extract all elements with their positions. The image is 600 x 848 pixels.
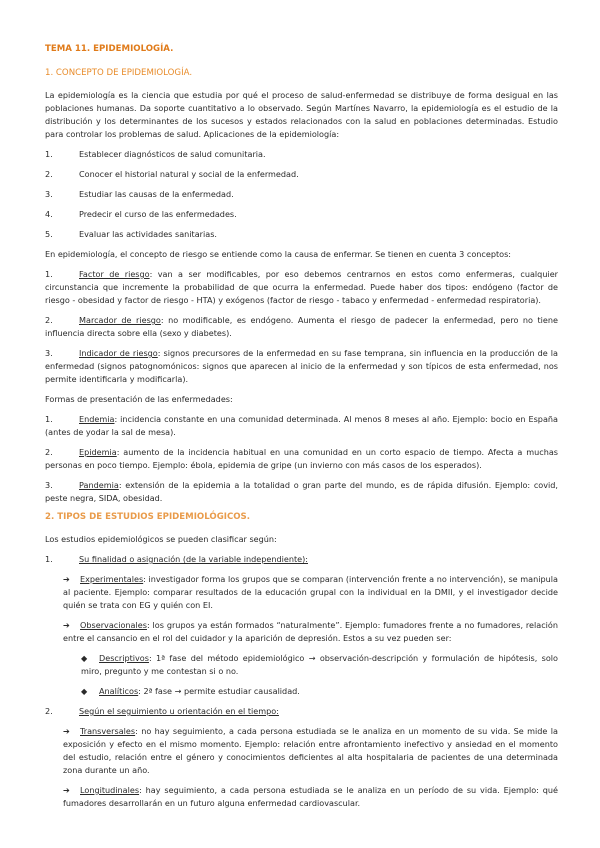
study-type-transversal: ➔ Transversales: no hay seguimiento, a cada persona estudiada se le analiza en un momento de su vida. Se mide la exposición y efecto en el mismo momento. Ejemplo: relación entre afrontamiento inefectivo y ansiedad en el momento del estudio, relación entre el género y conocimientos deficientes al alta hospitalaria de pacientes de una determinada zona durante un año. [63, 726, 558, 775]
risk-item: 1. Factor de riesgo: van a ser modificables, por eso debemos centrarnos en estos como enfermeras, cualquier circunstancia que incremente la probabilidad de que ocurra la enfermedad. Puede haber dos tipos: endógeno (factor de riesgo - obesidad y factor de riesgo - HTA) y exógenos (factor de riesgo - tabaco y enfermedad - enfermedad respiratoria). [45, 269, 558, 305]
diamond-bullet-icon: ◆ [81, 686, 88, 696]
application-item: 2. Conocer el historial natural y social de la enfermedad. [45, 169, 299, 179]
diamond-bullet-icon: ◆ [81, 653, 88, 663]
arrow-icon: ➔ [63, 785, 70, 795]
form-item: 1. Endemia: incidencia constante en una comunidad determinada. Al menos 8 meses al año. Ejemplo: bocio en España (antes de yodar la sal de mesa). [45, 414, 558, 437]
form-term: Pandemia [79, 480, 119, 490]
form-item: 3. Pandemia: extensión de la epidemia a la totalidad o gran parte del mundo, es de rápida difusión. Ejemplo: covid, peste negra, SIDA, obesidad. [45, 480, 558, 503]
application-item: 5. Evaluar las actividades sanitarias. [45, 229, 217, 239]
risk-term: Factor de riesgo [79, 269, 150, 279]
form-term: Epidemia [79, 447, 117, 457]
risk-item: 3. Indicador de riesgo: signos precursores de la enfermedad en su fase temprana, sin influencia en la producción de la enfermedad (signos patognomónicos: signos que aparecen al inicio de la enfermedad y son típicos de esta enfermedad, nos permite identificarla y modificarla). [45, 348, 558, 384]
risk-intro: En epidemiología, el concepto de riesgo se entiende como la causa de enfermar. Se tienen en cuenta 3 conceptos: [45, 249, 512, 259]
application-item: 1. Establecer diagnósticos de salud comunitaria. [45, 149, 266, 159]
application-item: 4. Predecir el curso de las enfermedades. [45, 209, 237, 219]
classification-1: 1. Su finalidad o asignación (de la variable independiente): [45, 554, 308, 564]
section-2-heading: 2. TIPOS DE ESTUDIOS EPIDEMIOLÓGICOS. [45, 512, 251, 522]
study-type-observational: ➔ Observacionales: los grupos ya están formados “naturalmente”. Ejemplo: fumadores frente a no fumadores, relación entre el cansancio en el rol del cuidador y la aparición de depresión. Estos a su vez pueden ser: [63, 620, 558, 643]
form-term: Endemia [79, 414, 115, 424]
risk-term: Marcador de riesgo [79, 315, 161, 325]
study-type-analytic: ◆ Analíticos: 2ª fase → permite estudiar causalidad. [81, 686, 300, 696]
forms-intro: Formas de presentación de las enfermedades: [45, 394, 233, 404]
arrow-icon: ➔ [63, 574, 70, 584]
application-item: 3. Estudiar las causas de la enfermedad. [45, 189, 234, 199]
section-1-intro: La epidemiología es la ciencia que estudia por qué el proceso de salud-enfermedad se distribuye de forma desigual en las poblaciones humanas. Da soporte cuantitativo a lo observado. Según Martínes Navarro, la epidemiología es el estudio de la distribución y los determinantes de los sucesos y estados relacionados con la salud en poblaciones determinadas. Estudio para controlar los problemas de salud. Aplicaciones de la epidemiología: [45, 90, 558, 139]
section-1-heading: 1. CONCEPTO DE EPIDEMIOLOGÍA. [45, 68, 193, 78]
arrow-icon: ➔ [63, 726, 70, 736]
study-type-experimental: ➔ Experimentales: investigador forma los grupos que se comparan (intervención frente a no intervención), se manipula al paciente. Ejemplo: comparar resultados de la educación grupal con la individual en la DMII, y el investigador decide quién se trata con EG y quién con EI. [63, 574, 558, 610]
document-page [45, 44, 558, 817]
study-type-descriptive: ◆ Descriptivos: 1ª fase del método epidemiológico → observación-descripción y formulación de hipótesis, solo miro, pregunto y me contestan si o no. [81, 653, 558, 676]
risk-item: 2. Marcador de riesgo: no modificable, es endógeno. Aumenta el riesgo de padecer la enfermedad, pero no tiene influencia directa sobre ella (sexo y diabetes). [45, 315, 558, 338]
risk-term: Indicador de riesgo [79, 348, 158, 358]
study-type-longitudinal: ➔ Longitudinales: hay seguimiento, a cada persona estudiada se le analiza en un período de su vida. Ejemplo: qué fumadores desarrollarán en un futuro alguna enfermedad cardiovascular. [63, 785, 558, 808]
arrow-icon: ➔ [63, 620, 70, 630]
form-item: 2. Epidemia: aumento de la incidencia habitual en una comunidad en un corto espacio de tiempo. Afecta a muchas personas en poco tiempo. Ejemplo: ébola, epidemia de gripe (un invierno con más casos de los esperados). [45, 447, 558, 470]
document-title: TEMA 11. EPIDEMIOLOGÍA. [45, 44, 174, 54]
classification-2: 2. Según el seguimiento u orientación en el tiempo: [45, 706, 279, 716]
section-2-intro: Los estudios epidemiológicos se pueden clasificar según: [45, 534, 277, 544]
